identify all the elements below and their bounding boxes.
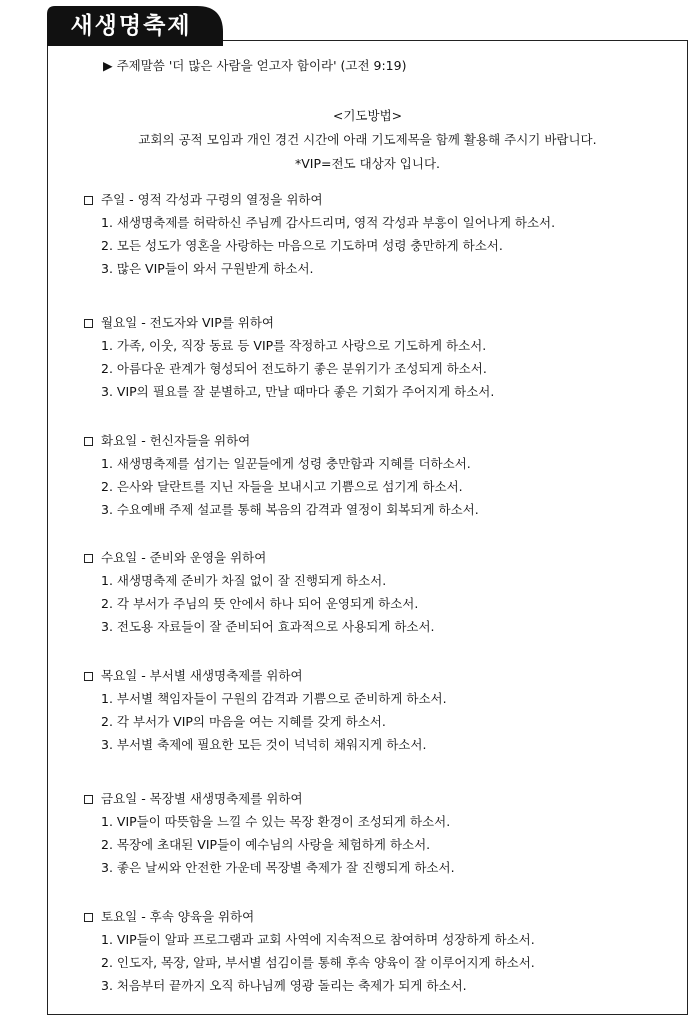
section-saturday: [84, 905, 535, 997]
list-item: 3. 수요예배 주제 설교를 통해 복음의 감격과 열정이 회복되게 하소서.: [101, 502, 479, 517]
page-title: 새생명축제: [70, 13, 192, 39]
checkbox-square-icon: [84, 672, 93, 681]
list-item: 3. 처음부터 끝까지 오직 하나님께 영광 돌리는 축제가 되게 하소서.: [101, 978, 467, 993]
list-item: 1. 새생명축제를 허락하신 주님께 감사드리며, 영적 각성과 부흥이 일어나게 하소서.: [101, 215, 556, 230]
checkbox-square-icon: [84, 196, 93, 205]
section-heading: 주일 - 영적 각성과 구령의 열정을 위하여: [101, 192, 323, 207]
checkbox-square-icon: [84, 554, 93, 563]
checkbox-square-icon: [84, 319, 93, 328]
list-item: 3. 좋은 날씨와 안전한 가운데 목장별 축제가 잘 진행되게 하소서.: [101, 860, 455, 875]
section-friday: [84, 787, 455, 879]
list-item: 1. 새생명축제를 섬기는 일꾼들에게 성령 충만함과 지혜를 더하소서.: [101, 456, 471, 471]
section-tuesday: [84, 429, 479, 521]
section-wednesday: [84, 546, 435, 638]
section-heading: 토요일 - 후속 양육을 위하여: [101, 909, 255, 924]
section-heading: 화요일 - 헌신자들을 위하여: [101, 433, 251, 448]
list-item: 3. 많은 VIP들이 와서 구원받게 하소서.: [101, 261, 314, 276]
list-item: 3. 전도용 자료들이 잘 준비되어 효과적으로 사용되게 하소서.: [101, 619, 435, 634]
section-heading: 월요일 - 전도자와 VIP를 위하여: [101, 315, 275, 330]
list-item: 2. 은사와 달란트를 지닌 자들을 보내시고 기쁨으로 섬기게 하소서.: [101, 479, 463, 494]
title-tab: [47, 6, 223, 46]
checkbox-square-icon: [84, 913, 93, 922]
list-item: 2. 목장에 초대된 VIP들이 예수님의 사랑을 체험하게 하소서.: [101, 837, 431, 852]
list-item: 1. 가족, 이웃, 직장 동료 등 VIP를 작정하고 사랑으로 기도하게 하소서.: [101, 338, 487, 353]
section-heading: 금요일 - 목장별 새생명축제를 위하여: [101, 791, 303, 806]
list-item: 2. 인도자, 목장, 알파, 부서별 섬김이를 통해 후속 양육이 잘 이루어지게 하소서.: [101, 955, 535, 970]
list-item: 1. 새생명축제 준비가 차질 없이 잘 진행되게 하소서.: [101, 573, 387, 588]
list-item: 2. 각 부서가 주님의 뜻 안에서 하나 되어 운영되게 하소서.: [101, 596, 419, 611]
list-item: 2. 모든 성도가 영혼을 사랑하는 마음으로 기도하며 성령 충만하게 하소서.: [101, 238, 503, 253]
prayer-method-heading: <기도방법>: [332, 108, 403, 123]
section-heading: 수요일 - 준비와 운영을 위하여: [101, 550, 267, 565]
list-item: 2. 아름다운 관계가 형성되어 전도하기 좋은 분위기가 조성되게 하소서.: [101, 361, 487, 376]
checkbox-square-icon: [84, 795, 93, 804]
list-item: 3. 부서별 축제에 필요한 모든 것이 넉넉히 채워지게 하소서.: [101, 737, 427, 752]
section-monday: [84, 311, 494, 403]
checkbox-square-icon: [84, 437, 93, 446]
prayer-method-line2: *VIP=전도 대상자 입니다.: [294, 156, 441, 171]
list-item: 3. VIP의 필요를 잘 분별하고, 만날 때마다 좋은 기회가 주어지게 하소서.: [101, 384, 495, 399]
list-item: 1. VIP들이 따뜻함을 느낄 수 있는 목장 환경이 조성되게 하소서.: [101, 814, 451, 829]
list-item: 1. 부서별 책임자들이 구원의 감격과 기쁨으로 준비하게 하소서.: [101, 691, 447, 706]
section-thursday: [84, 664, 447, 756]
prayer-method-line1: 교회의 공적 모임과 개인 경건 시간에 아래 기도제목을 함께 활용해 주시기 바랍니다.: [138, 132, 597, 147]
section-sunday: [84, 188, 555, 280]
section-heading: 목요일 - 부서별 새생명축제를 위하여: [101, 668, 303, 683]
list-item: 1. VIP들이 알파 프로그램과 교회 사역에 지속적으로 참여하며 성장하게 하소서.: [101, 932, 535, 947]
theme-verse: ▶ 주제말씀 '더 많은 사람을 얻고자 함이라' (고전 9:19): [103, 58, 407, 73]
list-item: 2. 각 부서가 VIP의 마음을 여는 지혜를 갖게 하소서.: [101, 714, 386, 729]
